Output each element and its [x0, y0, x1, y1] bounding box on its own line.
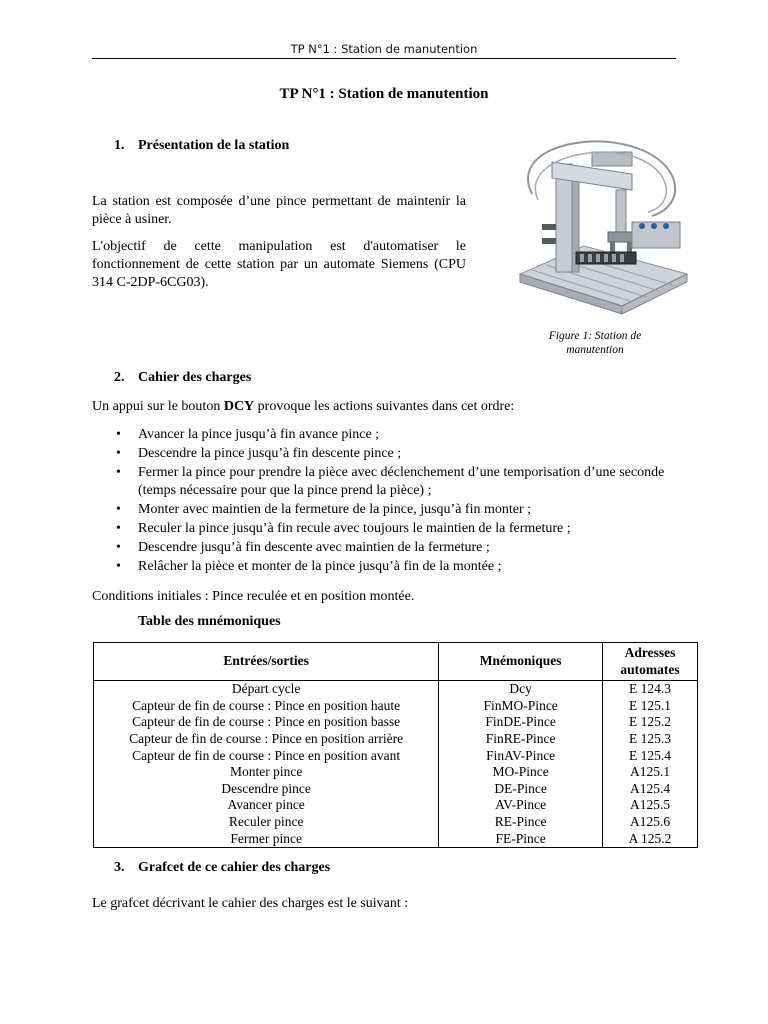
section-1-paragraph-2: L'objectif de cette manipulation est d'automatiser le fonctionnement de cette station par un automate Siemens (CPU 314 C-2DP-6CG03). — [92, 239, 466, 290]
cell-address: A 125.2 — [603, 831, 698, 848]
cell-address: E 125.2 — [603, 714, 698, 731]
cell-address: E 125.3 — [603, 731, 698, 748]
cell-io: Descendre pince — [94, 781, 439, 798]
cell-mnemonic: FinDE-Pince — [439, 714, 603, 731]
cell-io: Monter pince — [94, 764, 439, 781]
cell-mnemonic: AV-Pince — [439, 797, 603, 814]
table-row — [94, 764, 698, 781]
table-header-row — [94, 643, 698, 681]
section-1-heading — [114, 138, 289, 154]
figure-caption-line-1: Figure 1: Station de — [548, 330, 642, 342]
table-row — [94, 698, 698, 715]
cell-io: Capteur de fin de course : Pince en position avant — [94, 748, 439, 765]
station-figure-image — [512, 134, 692, 319]
column-header-mnemonic: Mnémoniques — [439, 643, 603, 681]
cell-mnemonic: FinMO-Pince — [439, 698, 603, 715]
cell-io: Avancer pince — [94, 797, 439, 814]
section-1-title: Présentation de la station — [138, 138, 290, 153]
list-item: • Reculer la pince jusqu’à fin recule avec toujours le maintien de la fermeture ; — [92, 520, 692, 539]
action-list — [92, 426, 692, 576]
cell-io: Fermer pince — [94, 831, 439, 848]
table-row — [94, 831, 698, 848]
cell-address: E 124.3 — [603, 681, 698, 698]
list-item: • Descendre jusqu’à fin descente avec maintien de la fermeture ; — [92, 539, 692, 558]
header-rule — [92, 58, 676, 59]
section-1-paragraph-1: La station est composée d’une pince permettant de maintenir la pièce à usiner. — [92, 194, 466, 227]
cell-mnemonic: FE-Pince — [439, 831, 603, 848]
table-row — [94, 681, 698, 698]
section-3-number: 3. — [114, 860, 125, 875]
cell-mnemonic: FinAV-Pince — [439, 748, 603, 765]
intro-text-before: Un appui sur le bouton — [92, 399, 224, 414]
list-item: • Fermer la pince pour prendre la pièce avec déclenchement d’une temporisation d’une seconde (temps nécessaire pour que la pince prend la pièce) ; — [92, 464, 692, 502]
section-3-heading — [114, 860, 330, 876]
section-1-number: 1. — [114, 138, 125, 153]
mnemonics-table — [93, 642, 698, 848]
column-header-address: Adresses automates — [603, 643, 698, 681]
table-row — [94, 748, 698, 765]
cell-mnemonic: FinRE-Pince — [439, 731, 603, 748]
table-title: Table des mnémoniques — [138, 614, 281, 629]
table-row — [94, 814, 698, 831]
section-3-title: Grafcet de ce cahier des charges — [138, 860, 331, 875]
list-item: • Relâcher la pièce et monter de la pince jusqu’à fin de la montée ; — [92, 558, 692, 577]
figure-caption — [520, 329, 670, 357]
running-header: TP N°1 : Station de manutention — [290, 42, 478, 56]
list-item: • Descendre la pince jusqu’à fin descente pince ; — [92, 445, 692, 464]
cell-address: E 125.1 — [603, 698, 698, 715]
section-2-title: Cahier des charges — [138, 370, 252, 385]
cell-mnemonic: RE-Pince — [439, 814, 603, 831]
intro-text-after: provoque les actions suivantes dans cet ordre: — [254, 399, 515, 414]
section-2-number: 2. — [114, 370, 125, 385]
cell-mnemonic: Dcy — [439, 681, 603, 698]
cell-io: Capteur de fin de course : Pince en position arrière — [94, 731, 439, 748]
cell-address: A125.1 — [603, 764, 698, 781]
table-row — [94, 714, 698, 731]
list-item: • Avancer la pince jusqu’à fin avance pince ; — [92, 426, 692, 445]
cell-address: A125.4 — [603, 781, 698, 798]
section-3-paragraph: Le grafcet décrivant le cahier des charges est le suivant : — [92, 896, 409, 911]
dcy-button-name: DCY — [223, 399, 255, 414]
cell-address: E 125.4 — [603, 748, 698, 765]
section-2-heading — [114, 370, 251, 386]
cell-mnemonic: DE-Pince — [439, 781, 603, 798]
cell-io: Capteur de fin de course : Pince en position haute — [94, 698, 439, 715]
cell-address: A125.6 — [603, 814, 698, 831]
cell-io: Reculer pince — [94, 814, 439, 831]
initial-conditions: Conditions initiales : Pince reculée et en position montée. — [92, 589, 415, 604]
cell-address: A125.5 — [603, 797, 698, 814]
column-header-io: Entrées/sorties — [94, 643, 439, 681]
cell-io: Départ cycle — [94, 681, 439, 698]
table-row — [94, 731, 698, 748]
section-2-intro — [92, 398, 514, 416]
cell-mnemonic: MO-Pince — [439, 764, 603, 781]
figure-caption-line-2: manutention — [566, 344, 624, 356]
table-row — [94, 781, 698, 798]
document-title: TP N°1 : Station de manutention — [279, 86, 489, 102]
cell-io: Capteur de fin de course : Pince en position basse — [94, 714, 439, 731]
list-item: • Monter avec maintien de la fermeture de la pince, jusqu’à fin monter ; — [92, 501, 692, 520]
table-row — [94, 797, 698, 814]
